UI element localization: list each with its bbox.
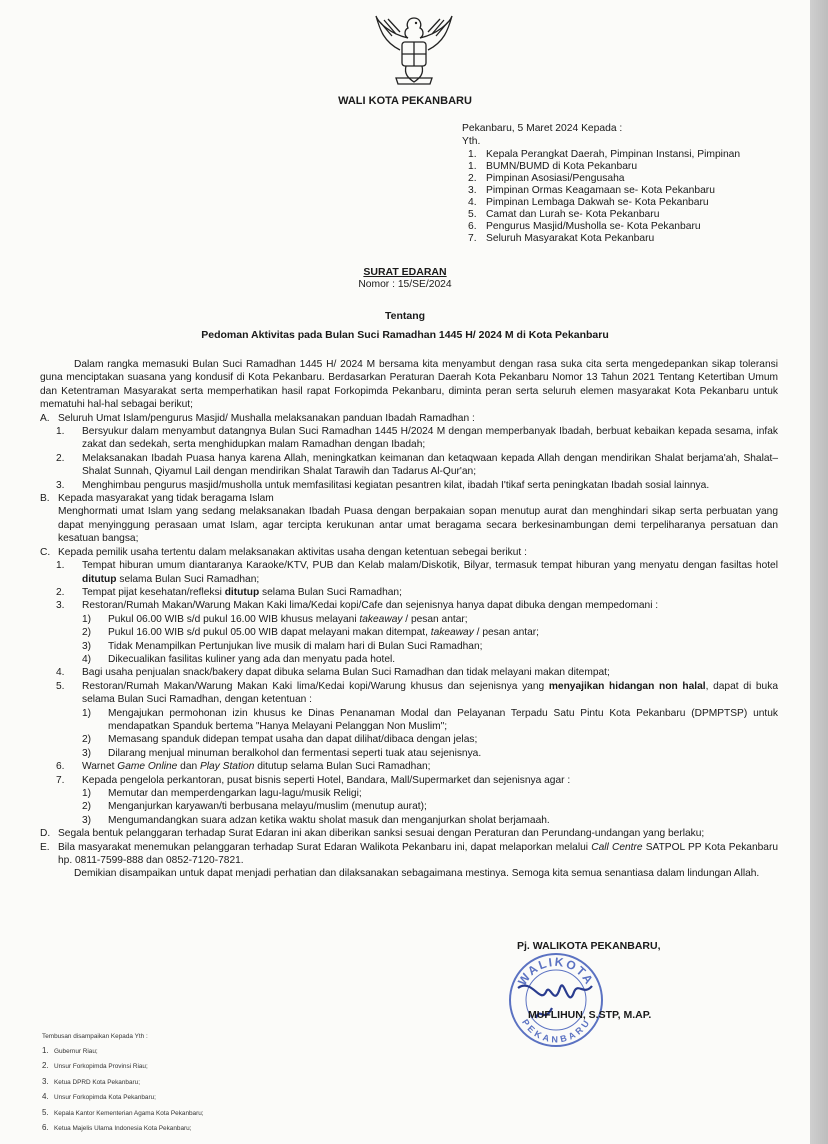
section-b-paragraph: Menghormati umat Islam yang sedang melaksanakan Ibadah Puasa dengan berpakaian sopan menutup aurat dan menghindari sikap serta perbuatan yang dapat menyinggung perasaan umat Islam, agar tercipta kerukunan antar umat beragama secara berkesinambungan demi terpeliharanya persatuan dan kesatuan bangsa; xyxy=(58,506,778,545)
section-d: D. Segala bentuk pelanggaran terhadap Surat Edaran ini akan diberikan sanksi sesuai dengan Peraturan dan Perundang-undangan yang berlaku; xyxy=(40,828,705,840)
signatory-title: Pj. WALIKOTA PEKANBARU, xyxy=(517,940,661,952)
cc-text: Gubernur Riau; xyxy=(54,1048,98,1055)
cc-item xyxy=(42,1121,204,1136)
svg-text:PEKANBARU xyxy=(520,1017,592,1044)
document-subject: Pedoman Aktivitas pada Bulan Suci Ramadhan 1445 H/ 2024 M di Kota Pekanbaru xyxy=(201,329,609,341)
c-item-1: 1. Tempat hiburan umum diantaranya Karaoke/KTV, PUB dan Kelab malam/Diskotik, Bilyar, termasuk tempat hiburan yang menyatu dengan fasiltas hotel ditutup selama Bulan Suci Ramadhan; xyxy=(56,560,778,585)
recipient-number: 5. xyxy=(468,209,477,220)
place-date: Pekanbaru, 5 Maret 2024 Kepada : xyxy=(462,123,623,134)
a-item: 3. Menghimbau pengurus masjid/musholla untuk memfasilitasi kegiatan pesantren kilat, ibadah I'tikaf serta peningkatan Ibadah sosial lainnya. xyxy=(56,479,710,491)
garuda-emblem-icon xyxy=(370,12,458,90)
signatory-name: MUFLIHUN, S.STP, M.AP. xyxy=(528,1009,652,1021)
recipient-number: 1. xyxy=(468,149,477,160)
cc-item xyxy=(42,1090,204,1105)
document-number: Nomor : 15/SE/2024 xyxy=(358,279,452,290)
recipient-number: 7. xyxy=(468,233,477,244)
recipient-text: BUMN/BUMD di Kota Pekanbaru xyxy=(486,161,638,172)
recipient-item xyxy=(468,149,740,161)
cc-text: Ketua Majelis Ulama Indonesia Kota Pekanbaru; xyxy=(54,1125,192,1133)
stamp-bottom-text: PEKANBARU xyxy=(520,1017,592,1045)
recipient-number: 2. xyxy=(468,173,477,184)
c7-sub-item: 3) Mengumandangkan suara adzan ketika waktu sholat masuk dan menganjurkan sholat berjamaah. xyxy=(82,814,550,826)
section-a-items xyxy=(40,425,778,492)
c5-sub-items xyxy=(40,707,778,761)
c5-sub-item: 1) Mengajukan permohonan izin khusus ke Dinas Penanaman Modal dan Pelayanan Terpadu Satu Pintu Kota Pekanbaru (DPMPTSP) untuk mendapatkan Spanduk bertema "Hanya Melayani Pelanggan Non Muslim"; xyxy=(82,707,778,732)
c3-sub-4: 4) Dikecualikan fasilitas kuliner yang ada dan menyatu pada hotel. xyxy=(82,653,396,665)
recipient-text: Seluruh Masyarakat Kota Pekanbaru xyxy=(486,233,655,244)
cc-text: Kepala Kantor Kementerian Agama Kota Pekanbaru; xyxy=(54,1109,204,1117)
section-e: E. Bila masyarakat menemukan pelanggaran terhadap Surat Edaran Walikota Pekanbaru ini, dapat melaporkan melalui Call Centre SATPOL PP Kota Pekanbaru hp. 0811-7599-888 dan 0852-7120-7821. xyxy=(40,841,779,867)
official-stamp xyxy=(506,948,606,1048)
stamp-top-text: WALIKOTA xyxy=(515,954,597,989)
section-c: C. Kepada pemilik usaha tertentu dalam melaksanakan aktivitas usaha dengan ketentuan sebegai berikut : xyxy=(40,546,527,558)
cc-item xyxy=(42,1044,204,1059)
recipient-item xyxy=(468,221,740,233)
c-item-3: 3. Restoran/Rumah Makan/Warung Makan Kaki lima/Kedai kopi/Cafe dan sejenisnya hanya dapat dibuka dengan mempedomani : xyxy=(56,600,659,612)
section-a: A. Seluruh Umat Islam/pengurus Masjid/ Mushalla melaksanakan panduan Ibadah Ramadhan : xyxy=(40,412,475,424)
c7-sub-items xyxy=(40,787,778,827)
c7-sub-item: 1) Memutar dan memperdengarkan lagu-lagu/musik Religi; xyxy=(82,788,362,799)
c-item-4: 4. Bagi usaha penjualan snack/bakery dapat dibuka selama Bulan Suci Ramadhan dan tidak melayani makan ditempat; xyxy=(56,667,610,679)
svg-text:WALIKOTA xyxy=(515,955,597,988)
page-edge xyxy=(810,0,828,1144)
cc-number: 2. xyxy=(42,1061,49,1071)
recipient-text: Kepala Perangkat Daerah, Pimpinan Instansi, Pimpinan xyxy=(486,149,741,160)
c5-sub-item: 2) Memasang spanduk didepan tempat usaha dan dapat dilihat/dibaca dengan jelas; xyxy=(82,734,478,746)
c-item-6: 6. Warnet Game Online dan Play Station ditutup selama Bulan Suci Ramadhan; xyxy=(56,761,431,773)
cc-item xyxy=(42,1075,204,1090)
cc-text: Ketua DPRD Kota Pekanbaru; xyxy=(54,1078,140,1086)
document-title: SURAT EDARAN xyxy=(363,266,447,278)
recipient-text: Pengurus Masjid/Musholla se- Kota Pekanbaru xyxy=(486,221,701,232)
recipient-list xyxy=(468,149,740,245)
recipient-item xyxy=(468,161,740,173)
recipient-text: Pimpinan Ormas Keagamaan se- Kota Pekanbaru xyxy=(486,185,715,196)
recipient-number: 1. xyxy=(468,161,477,172)
section-b: B. Kepada masyarakat yang tidak beragama Islam xyxy=(40,493,274,505)
cc-item xyxy=(42,1106,204,1121)
cc-list xyxy=(42,1044,204,1136)
c3-sub-2: 2) Pukul 16.00 WIB s/d pukul 05.00 WIB dapat melayani makan ditempat, takeaway / pesan antar; xyxy=(82,627,539,639)
recipient-number: 4. xyxy=(468,197,477,208)
salutation: Yth. xyxy=(462,136,481,147)
cc-number: 4. xyxy=(42,1092,49,1102)
recipient-item xyxy=(468,185,740,197)
recipient-text: Pimpinan Lembaga Dakwah se- Kota Pekanbaru xyxy=(486,197,709,208)
cc-text: Unsur Forkopimda Kota Pekanbaru; xyxy=(54,1094,156,1102)
cc-number: 3. xyxy=(42,1076,49,1086)
cc-number: 1. xyxy=(42,1046,49,1055)
tentang-label: Tentang xyxy=(384,310,426,322)
cc-number: 6. xyxy=(42,1123,49,1133)
letter-body xyxy=(40,358,778,881)
c3-sub-1: 1) Pukul 06.00 WIB s/d pukul 16.00 WIB khusus melayani takeaway / pesan antar; xyxy=(82,613,468,625)
recipient-item xyxy=(468,197,740,209)
recipient-item xyxy=(468,209,740,221)
cc-item xyxy=(42,1059,204,1074)
c7-sub-item: 2) Menganjurkan karyawan/ti berbusana melayu/muslim (menutup aurat); xyxy=(82,801,427,813)
cc-text: Unsur Forkopimda Provinsi Riau; xyxy=(54,1063,148,1071)
recipient-item xyxy=(468,173,740,185)
letterhead-org: WALI KOTA PEKANBARU xyxy=(338,95,472,107)
c-item-7: 7. Kepada pengelola perkantoran, pusat bisnis seperti Hotel, Bandara, Mall/Supermarket dan sejenisnya agar : xyxy=(56,774,571,786)
c-item-5: 5. Restoran/Rumah Makan/Warung Makan Kaki lima/Kedai kopi/Warung khusus dan sejenisnya yang menyajikan hidangan non halal, dapat di buka selama Bulan Suci Ramadhan, dengan ketentuan : xyxy=(56,680,778,706)
c3-sub-3: 3) Tidak Menampilkan Pertunjukan live musik di malam hari di Bulan Suci Ramadhan; xyxy=(82,640,483,652)
c5-sub-item: 3) Dilarang menjual minuman beralkohol dan fermentasi seperti tuak atau sejenisnya. xyxy=(82,747,482,759)
closing-paragraph: Demikian disampaikan untuk dapat menjadi perhatian dan dilaksanakan sebagaimana mestinya. Semoga kita semua senantiasa dalam lindungan Allah. xyxy=(74,868,760,880)
cc-number: 5. xyxy=(42,1107,49,1117)
recipient-number: 6. xyxy=(468,221,477,232)
cc-title: Tembusan disampaikan Kepada Yth : xyxy=(42,1033,148,1040)
a-item: 1. Bersyukur dalam menyambut datangnya Bulan Suci Ramadhan 1445 H/2024 M dengan memperbanyak Ibadah, berbuat kebaikan kepada sesama, infak zakat dan sedekah, serta menghidupkan malam Ramadhan dengan Ibadah; xyxy=(56,426,778,451)
recipient-number: 3. xyxy=(468,185,477,196)
c-item-2: 2. Tempat pijat kesehatan/refleksi ditutup selama Bulan Suci Ramadhan; xyxy=(56,586,402,598)
recipient-text: Camat dan Lurah se- Kota Pekanbaru xyxy=(486,209,660,220)
recipient-item xyxy=(468,233,740,245)
a-item: 2. Melaksanakan Ibadah Puasa hanya karena Allah, meningkatkan keimanan dan ketaqwaan kepada Allah dengan mendirikan Shalat berjama'ah, Shalat–Shalat Sunnah, Qiyamul Lail dengan mendirikan Shalat Tarawih dan Tadarus Al-Qur'an; xyxy=(56,452,778,478)
recipient-text: Pimpinan Asosiasi/Pengusaha xyxy=(486,173,625,184)
intro-paragraph: Dalam rangka memasuki Bulan Suci Ramadhan 1445 H/ 2024 M bersama kita menyambut dengan rasa suka cita serta mengedepankan sikap toleransi guna menciptakan suasana yang kondusif di Kota Pekanbaru. Berdasarkan Peraturan Daerah Kota Pekanbaru Nomor 13 Tahun 2021 Tentang Ketertiban Umum dan Ketentraman Masyarakat serta memperhatikan hasil rapat Forkopimda Pekanbaru, diminta peran serta seluruh elemen masyarakat Kota Pekanbaru untuk mematuhi hal-hal sebagai berikut; xyxy=(40,359,778,411)
